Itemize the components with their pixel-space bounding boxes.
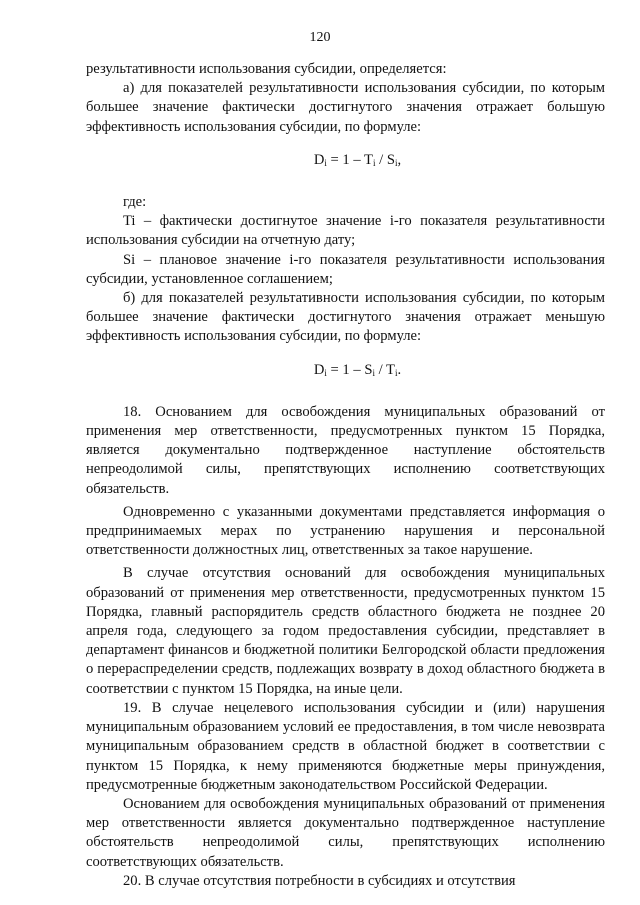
formula-1: $D_i = 1 - T_i / S_i$, <box>313 151 402 168</box>
paragraph-19: 19. В случае нецелевого использования субсидии и (или) нарушения муниципальным образованием условий ее предоставления, в том числе невозврата муниципальным образованием средств в областной бюджет в соответствии с пунктом 15 Порядка, к нему применяются бюджетные меры принуждения, предусмотренные бюджетным законодательством Российской Федерации. <box>86 699 605 793</box>
document-body <box>86 60 605 891</box>
paragraph-si-definition: Si – плановое значение i-го показателя результативности использования субсидии, установленное соглашением; <box>86 251 605 287</box>
paragraph-item-a: а) для показателей результативности использования субсидии, по которым большее значение фактически достигнутого значения отражает большую эффективность использования субсидии, по формуле: <box>86 80 605 135</box>
formula-2: $D_i = 1 - S_i / T_i$. <box>313 361 402 378</box>
paragraph-where: где: <box>123 194 147 211</box>
paragraph-19-basis: Основанием для освобождения муниципальных образований от применения мер ответственности является документально подтвержденное наступление обстоятельств непреодолимой силы, препятствующих исполнению соответствующих обязательств. <box>86 795 605 870</box>
paragraph-item-b: б) для показателей результативности использования субсидии, по которым большее значение фактически достигнутого значения отражает меньшую эффективность использования субсидии, по формуле: <box>86 290 605 345</box>
paragraph-intro: результативности использования субсидии, определяется: <box>86 61 447 77</box>
paragraph-20: 20. В случае отсутствия потребности в субсидиях и отсутствия <box>123 872 516 889</box>
paragraph-18: 18. Основанием для освобождения муниципальных образований от применения мер ответственности, предусмотренных пунктом 15 Порядка, является документально подтвержденное наступление обстоятельств непреодолимой силы, препятствующих исполнению соответствующих обязательств. <box>86 403 605 497</box>
paragraph-18-info: Одновременно с указанными документами представляется информация о предпринимаемых мерах по устранению нарушения и персональной ответственности должностных лиц, ответственных за такое нарушение. <box>86 503 605 559</box>
paragraph-18-absence: В случае отсутствия оснований для освобождения муниципальных образований от применения мер ответственности, предусмотренных пунктом 15 Порядка, главный распорядитель средств областного бюджета не позднее 20 апреля года, следующего за годом предоставления субсидии, представляет в департамент финансов и бюджетной политики Белгородской области предложения о перераспределении средств, подлежащих возврату в доход областного бюджета в соответствии с пунктом 15 Порядка, на иные цели. <box>86 565 605 697</box>
paragraph-ti-definition: Ti – фактически достигнутое значение i-го показателя результативности использования субсидии на отчетную дату; <box>86 213 605 249</box>
page-number: 120 <box>309 30 331 45</box>
